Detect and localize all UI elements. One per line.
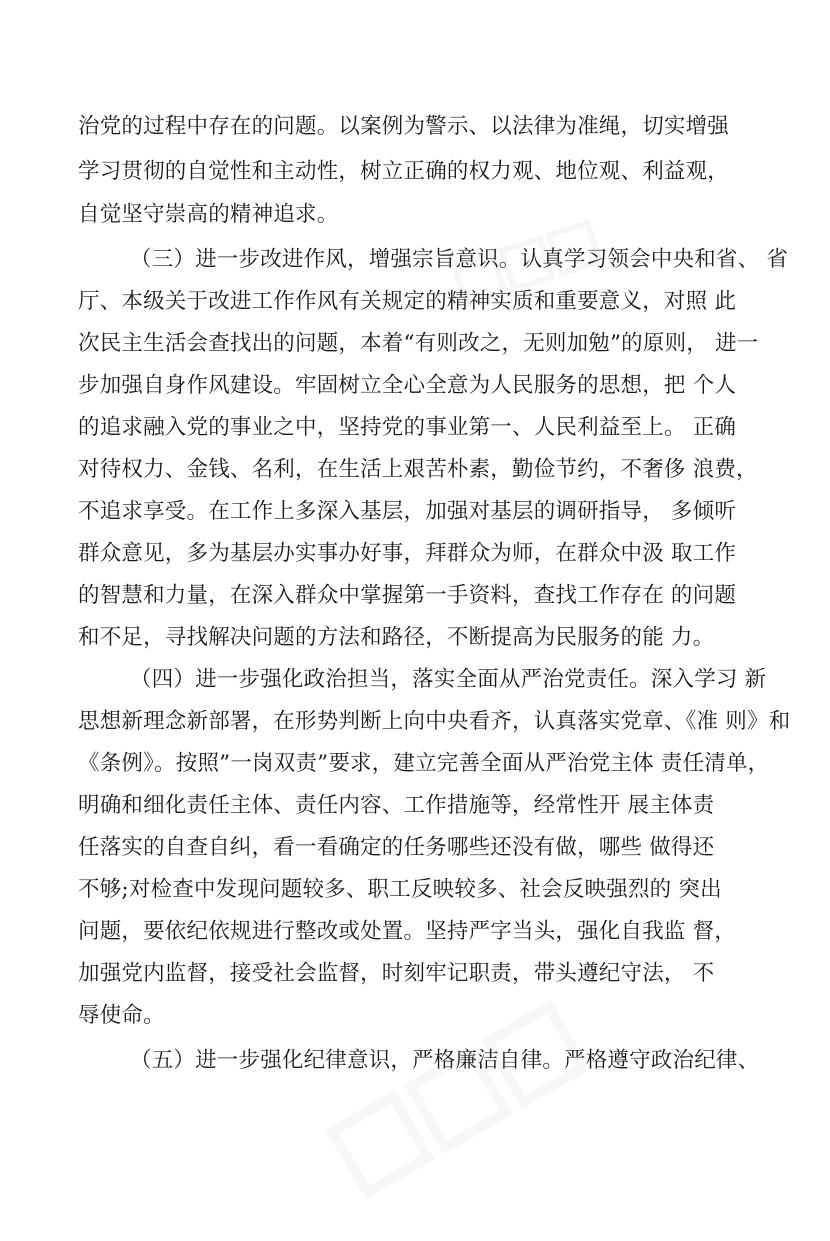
- text-line-19: 不够;对检查中发现问题较多、职工反映较多、社会反映强烈的 突出: [78, 877, 722, 902]
- text-line-20: 问题，要依纪依规进行整改或处置。坚持严字当头，强化自我监 督，: [78, 919, 737, 944]
- text-line-8: 的追求融入党的事业之中，坚持党的事业第一、人民利益至上。 正确: [78, 415, 737, 440]
- text-line-5: 厅、本级关于改进工作作风有关规定的精神实质和重要意义，对照 此: [78, 289, 737, 314]
- text-line-18: 任落实的自查自纠，看一看确定的任务哪些还没有做，哪些 做得还: [78, 835, 715, 860]
- text-line-2: 学习贯彻的自觉性和主动性，树立正确的权力观、地位观、利益观，: [78, 159, 730, 184]
- text-line-12: 的智慧和力量，在深入群众中掌握第一手资料，查找工作存在 的问题: [78, 583, 737, 608]
- text-line-21: 加强党内监督，接受社会监督，时刻牢记职责，带头遵纪守法， 不: [78, 961, 715, 986]
- paragraph-3-first-line: （三）进一步改进作风，增强宗旨意识。认真学习领会中央和省、 省: [130, 247, 789, 272]
- text-line-1: 治党的过程中存在的问题。以案例为警示、以法律为准绳，切实增强: [78, 114, 730, 139]
- text-line-15: 思想新理念新部署，在形势判断上向中央看齐，认真落实党章、《准 则》和: [78, 709, 791, 734]
- text-line-11: 群众意见，多为基层办实事办好事，拜群众为师，在群众中汲 取工作: [78, 541, 737, 566]
- text-line-17: 明确和细化责任主体、责任内容、工作措施等，经常性开 展主体责: [78, 793, 715, 818]
- text-line-13: 和不足，寻找解决问题的方法和路径，不断提高为民服务的能 力。: [78, 625, 715, 650]
- paragraph-4-first-line: （四）进一步强化政治担当，落实全面从严治党责任。深入学习 新: [130, 667, 767, 692]
- text-line-3: 自觉坚守崇高的精神追求。: [78, 202, 339, 227]
- text-line-6: 次民主生活会查找出的问题，本着“有则改之，无则加勉”的原则， 进一: [78, 331, 759, 356]
- paragraph-5-first-line: （五）进一步强化纪律意识，严格廉洁自律。严格遵守政治纪律、: [130, 1048, 760, 1073]
- text-line-16: 《条例》。按照”一岗双责”要求，建立完善全面从严治党主体 责任清单，: [78, 751, 770, 776]
- text-line-7: 步加强自身作风建设。牢固树立全心全意为人民服务的思想，把 个人: [78, 373, 737, 398]
- text-line-9: 对待权力、金钱、名利，在生活上艰苦朴素，勤俭节约，不奢侈 浪费，: [78, 457, 758, 482]
- text-line-22: 辱使命。: [78, 1003, 165, 1028]
- text-line-10: 不追求享受。在工作上多深入基层，加强对基层的调研指导， 多倾听: [78, 499, 737, 524]
